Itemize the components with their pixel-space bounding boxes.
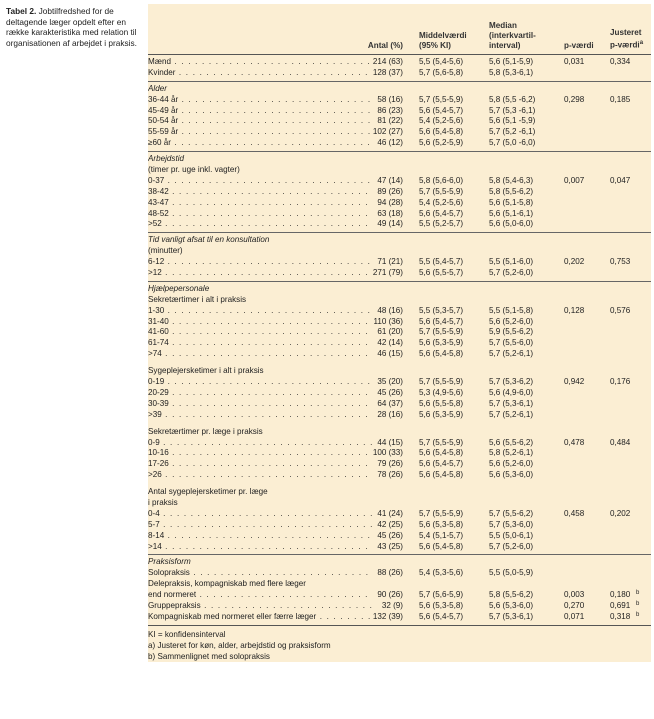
row-label: 45-49 år . . . [148, 106, 372, 117]
cell-median: 5,6 (5,3-6,0) [489, 600, 534, 610]
cell-median: 5,6 (5,1-5,8) [489, 197, 534, 207]
header-median: Median (interkvartil-interval) [489, 21, 536, 50]
cell-middelvaerdi: 5,5 (5,2-5,7) [419, 219, 464, 229]
footnote-b: b) Sammenlignet med solopraksis [148, 651, 270, 661]
row-label: >74 . . . [148, 349, 372, 360]
cell-antal: 45 (26) [377, 530, 403, 540]
row-label: 43-47 . . . [148, 198, 372, 209]
table-row [148, 176, 651, 187]
table-row [148, 209, 651, 220]
table-row [148, 257, 651, 268]
subheading [148, 579, 651, 590]
table-row [148, 127, 651, 138]
cell-middelvaerdi: 5,6 (5,4-5,7) [419, 105, 464, 115]
cell-median: 5,6 (5,2-6,0) [489, 459, 534, 469]
table-header [148, 4, 651, 55]
cell-antal: 89 (26) [377, 186, 403, 196]
cell-justeret: 0,484 [610, 437, 631, 447]
cell-justeret: 0,691 [610, 600, 631, 610]
row-label: 6-12 . . . [148, 257, 372, 268]
caption-text: Jobtilfredshed for de deltagende læger opdelt efter en række karakteristika med relation til organisationen af arbejdet i praksis. [6, 6, 137, 48]
table-row [148, 327, 651, 338]
subheading-text: Sekretærtimer i alt i praksis [148, 294, 247, 304]
row-label: Kvinder . . . [148, 68, 372, 79]
section-title [148, 154, 651, 165]
section-title [148, 84, 651, 95]
table-row [148, 116, 651, 127]
cell-median: 5,7 (5,2-6,0) [489, 541, 534, 551]
cell-median: 5,5 (5,0-6,1) [489, 530, 534, 540]
footnote-a: a) Justeret for køn, alder, arbejdstid og praksisform [148, 640, 331, 650]
cell-middelvaerdi: 5,6 (5,3-5,8) [419, 519, 464, 529]
cell-median: 5,7 (5,3-6,1) [489, 611, 534, 621]
table-row [148, 349, 651, 360]
cell-p-vaerdi: 0,942 [564, 377, 585, 387]
cell-middelvaerdi: 5,6 (5,4-5,8) [419, 470, 464, 480]
cell-antal: 78 (26) [377, 470, 403, 480]
cell-antal: 32 (9) [381, 600, 403, 610]
cell-antal: 63 (18) [377, 208, 403, 218]
caption-label: Tabel 2. [6, 6, 37, 16]
cell-antal: 94 (28) [377, 197, 403, 207]
cell-justeret: 0,318 [610, 611, 631, 621]
cell-middelvaerdi: 5,6 (5,3-5,9) [419, 409, 464, 419]
table-row [148, 187, 651, 198]
row-label: >39 . . . [148, 410, 372, 421]
header-justeret [610, 28, 650, 51]
cell-median: 5,7 (5,3-6,2) [489, 377, 534, 387]
subheading [148, 366, 651, 377]
table-caption [6, 6, 144, 48]
table-row [148, 306, 651, 317]
cell-p-vaerdi: 0,128 [564, 305, 585, 315]
row-label: 5-7 . . . [148, 520, 372, 531]
cell-antal: 41 (24) [377, 508, 403, 518]
table-row [148, 268, 651, 279]
cell-middelvaerdi: 5,6 (5,4-5,7) [419, 208, 464, 218]
cell-middelvaerdi: 5,7 (5,5-5,9) [419, 437, 464, 447]
table-row [148, 459, 651, 470]
cell-middelvaerdi: 5,7 (5,5-5,9) [419, 377, 464, 387]
row-label: 20-29 . . . [148, 388, 372, 399]
cell-antal: 79 (26) [377, 459, 403, 469]
table-row [148, 198, 651, 209]
row-label: >52 . . . [148, 219, 372, 230]
cell-middelvaerdi: 5,7 (5,6-5,9) [419, 590, 464, 600]
cell-middelvaerdi: 5,7 (5,6-5,8) [419, 67, 464, 77]
row-label: 30-39 . . . [148, 399, 372, 410]
subheading-text: Antal sygeplejersketimer pr. læge [148, 487, 268, 497]
table-row [148, 601, 651, 612]
cell-middelvaerdi: 5,5 (5,4-5,7) [419, 257, 464, 267]
cell-median: 5,8 (5,4-6,3) [489, 175, 534, 185]
cell-justeret: 0,180 [610, 590, 631, 600]
row-label: 38-42 . . . [148, 187, 372, 198]
cell-antal: 46 (12) [377, 138, 403, 148]
cell-middelvaerdi: 5,6 (5,4-5,8) [419, 448, 464, 458]
subheading [148, 487, 651, 498]
subheading-text: i praksis [148, 497, 178, 507]
cell-middelvaerdi: 5,7 (5,5-5,9) [419, 94, 464, 104]
cell-middelvaerdi: 5,7 (5,5-5,9) [419, 327, 464, 337]
cell-justeret-sup: b [636, 590, 640, 597]
table-body [148, 55, 651, 625]
table-row [148, 612, 651, 623]
cell-median: 5,7 (5,2-6,1) [489, 349, 534, 359]
cell-justeret: 0,202 [610, 508, 631, 518]
cell-middelvaerdi: 5,6 (5,4-5,7) [419, 611, 464, 621]
table-row [148, 448, 651, 459]
row-label: end normeret . . . [148, 590, 372, 601]
table-row [148, 106, 651, 117]
cell-median: 5,5 (5,1-6,0) [489, 257, 534, 267]
row-label: 31-40 . . . [148, 317, 372, 328]
cell-antal: 61 (20) [377, 327, 403, 337]
header-p-vaerdi: p-værdi [564, 41, 594, 50]
cell-median: 5,8 (5,3-6,1) [489, 67, 534, 77]
cell-median: 5,8 (5,5-6,2) [489, 186, 534, 196]
cell-p-vaerdi: 0,478 [564, 437, 585, 447]
cell-median: 5,5 (5,0-5,9) [489, 568, 534, 578]
cell-justeret: 0,334 [610, 57, 631, 66]
table-row [148, 377, 651, 388]
table-row [148, 509, 651, 520]
cell-p-vaerdi: 0,031 [564, 57, 585, 66]
cell-antal: 86 (23) [377, 105, 403, 115]
cell-middelvaerdi: 5,7 (5,5-5,9) [419, 508, 464, 518]
cell-justeret: 0,185 [610, 94, 631, 104]
cell-middelvaerdi: 5,4 (5,2-5,6) [419, 116, 464, 126]
cell-antal: 35 (20) [377, 377, 403, 387]
table-row [148, 438, 651, 449]
cell-antal: 71 (21) [377, 257, 403, 267]
cell-middelvaerdi: 5,6 (5,4-5,8) [419, 349, 464, 359]
cell-middelvaerdi: 5,4 (5,2-5,6) [419, 197, 464, 207]
row-label: Kompagniskab med normeret eller færre læger . . . [148, 612, 372, 623]
cell-middelvaerdi: 5,6 (5,5-5,7) [419, 268, 464, 278]
cell-justeret: 0,576 [610, 305, 631, 315]
cell-p-vaerdi: 0,007 [564, 175, 585, 185]
subheading-text: (timer pr. uge inkl. vagter) [148, 165, 240, 175]
row-label: 0-4 . . . [148, 509, 372, 520]
cell-median: 5,6 (5,1 -5,9) [489, 116, 536, 126]
row-label: 8-14 . . . [148, 531, 372, 542]
section-title-text: Arbejdstid [148, 154, 184, 164]
section-title [148, 235, 651, 246]
subheading [148, 295, 651, 306]
header-justeret-text: Justeret p-værdi [610, 28, 642, 50]
table-row [148, 470, 651, 481]
cell-median: 5,6 (5,5-6,2) [489, 437, 534, 447]
cell-median: 5,7 (5,3-6,1) [489, 398, 534, 408]
results-table [148, 4, 651, 662]
cell-justeret-sup: b [636, 600, 640, 607]
cell-middelvaerdi: 5,4 (5,1-5,7) [419, 530, 464, 540]
cell-median: 5,7 (5,5-6,0) [489, 338, 534, 348]
cell-middelvaerdi: 5,5 (5,3-5,7) [419, 305, 464, 315]
table-row [148, 219, 651, 230]
table-row [148, 95, 651, 106]
subheading [148, 165, 651, 176]
cell-justeret: 0,753 [610, 257, 631, 267]
header-justeret-sup: a [639, 40, 644, 47]
row-label: 17-26 . . . [148, 459, 372, 470]
section-title-text: Hjælpepersonale [148, 283, 210, 293]
section-title [148, 284, 651, 295]
cell-antal: 47 (14) [377, 175, 403, 185]
row-label: 36-44 år . . . [148, 95, 372, 106]
row-label: 10-16 . . . [148, 448, 372, 459]
row-label: Gruppepraksis . . . [148, 601, 372, 612]
subheading-text: Sygeplejersketimer i alt i praksis [148, 366, 264, 376]
cell-antal: 110 (36) [373, 316, 403, 326]
table-section [148, 281, 651, 554]
cell-middelvaerdi: 5,8 (5,6-6,0) [419, 175, 464, 185]
cell-antal: 28 (16) [377, 409, 403, 419]
section-title-text: Praksisform [148, 557, 191, 567]
table-row [148, 317, 651, 328]
cell-median: 5,6 (4,9-6,0) [489, 387, 534, 397]
table-row [148, 57, 651, 68]
cell-median: 5,7 (5,5-6,2) [489, 508, 534, 518]
cell-median: 5,7 (5,2-6,1) [489, 409, 534, 419]
table-row [148, 68, 651, 79]
cell-median: 5,7 (5,3-6,0) [489, 519, 534, 529]
cell-antal: 45 (26) [377, 387, 403, 397]
row-label: >14 . . . [148, 542, 372, 553]
table-row [148, 590, 651, 601]
table-row [148, 410, 651, 421]
table-section [148, 55, 651, 81]
cell-antal: 128 (37) [372, 67, 403, 77]
cell-middelvaerdi: 5,5 (5,4-5,6) [419, 57, 464, 66]
cell-middelvaerdi: 5,6 (5,5-5,8) [419, 398, 464, 408]
row-label: 50-54 år . . . [148, 116, 372, 127]
cell-median: 5,6 (5,1-6,1) [489, 208, 534, 218]
cell-median: 5,8 (5,2-6,1) [489, 448, 534, 458]
cell-antal: 214 (63) [372, 57, 403, 66]
cell-antal: 90 (26) [377, 590, 403, 600]
cell-median: 5,8 (5,5 -6,2) [489, 94, 536, 104]
section-title-text: Tid vanligt afsat til en konsultation [148, 235, 270, 245]
cell-median: 5,6 (5,2-6,0) [489, 316, 534, 326]
row-label: 0-9 . . . [148, 438, 372, 449]
cell-justeret: 0,176 [610, 377, 631, 387]
cell-median: 5,6 (5,1-5,9) [489, 57, 534, 66]
section-title-text: Alder [148, 83, 167, 93]
table-section [148, 232, 651, 281]
cell-antal: 49 (14) [377, 219, 403, 229]
table-section [148, 554, 651, 624]
row-label: >12 . . . [148, 268, 372, 279]
row-label: Solopraksis . . . [148, 568, 372, 579]
cell-middelvaerdi: 5,7 (5,5-5,9) [419, 186, 464, 196]
cell-justeret: 0,047 [610, 175, 631, 185]
cell-median: 5,6 (5,0-6,0) [489, 219, 534, 229]
subheading-text: (minutter) [148, 246, 183, 256]
table-section [148, 81, 651, 151]
cell-middelvaerdi: 5,6 (5,4-5,8) [419, 541, 464, 551]
cell-antal: 46 (15) [377, 349, 403, 359]
row-label: ≥60 år . . . [148, 138, 372, 149]
cell-antal: 100 (33) [372, 448, 403, 458]
subheading [148, 246, 651, 257]
cell-middelvaerdi: 5,6 (5,3-5,9) [419, 338, 464, 348]
cell-p-vaerdi: 0,071 [564, 611, 585, 621]
row-label: 1-30 . . . [148, 306, 372, 317]
cell-p-vaerdi: 0,458 [564, 508, 585, 518]
cell-antal: 44 (15) [377, 437, 403, 447]
cell-p-vaerdi: 0,270 [564, 600, 585, 610]
table-row [148, 520, 651, 531]
table-footnotes [148, 625, 651, 662]
cell-middelvaerdi: 5,6 (5,3-5,8) [419, 600, 464, 610]
cell-justeret-sup: b [636, 611, 640, 618]
cell-median: 5,6 (5,3-6,0) [489, 470, 534, 480]
footnote-ki: KI = konfidensinterval [148, 629, 226, 639]
table-row [148, 542, 651, 553]
row-label: 41-60 . . . [148, 327, 372, 338]
cell-antal: 271 (79) [372, 268, 403, 278]
row-label: 48-52 . . . [148, 209, 372, 220]
section-title [148, 557, 651, 568]
row-label: 0-37 . . . [148, 176, 372, 187]
cell-median: 5,7 (5,2 -6,1) [489, 127, 536, 137]
cell-median: 5,8 (5,5-6,2) [489, 590, 534, 600]
cell-antal: 58 (16) [377, 94, 403, 104]
cell-antal: 48 (16) [377, 305, 403, 315]
cell-middelvaerdi: 5,6 (5,4-5,8) [419, 127, 464, 137]
row-label: 61-74 . . . [148, 338, 372, 349]
cell-middelvaerdi: 5,6 (5,4-5,7) [419, 316, 464, 326]
cell-middelvaerdi: 5,6 (5,4-5,7) [419, 459, 464, 469]
subheading [148, 498, 651, 509]
cell-p-vaerdi: 0,003 [564, 590, 585, 600]
cell-p-vaerdi: 0,298 [564, 94, 585, 104]
cell-antal: 102 (27) [372, 127, 403, 137]
cell-antal: 64 (37) [377, 398, 403, 408]
cell-median: 5,7 (5,3 -6,1) [489, 105, 536, 115]
cell-median: 5,9 (5,5-6,2) [489, 327, 534, 337]
cell-antal: 88 (26) [377, 568, 403, 578]
table-row [148, 388, 651, 399]
cell-median: 5,7 (5,2-6,0) [489, 268, 534, 278]
table-section [148, 151, 651, 232]
row-label: 0-19 . . . [148, 377, 372, 388]
cell-antal: 42 (14) [377, 338, 403, 348]
row-label: >26 . . . [148, 470, 372, 481]
cell-antal: 42 (25) [377, 519, 403, 529]
cell-median: 5,7 (5,0 -6,0) [489, 138, 536, 148]
cell-p-vaerdi: 0,202 [564, 257, 585, 267]
cell-median: 5,5 (5,1-5,8) [489, 305, 534, 315]
subheading-text: Delepraksis, kompagniskab med flere læger [148, 579, 306, 589]
table-row [148, 568, 651, 579]
header-middelvaerdi: Middelværdi (95% KI) [419, 31, 467, 50]
table-row [148, 531, 651, 542]
header-antal: Antal (%) [367, 41, 403, 50]
subheading-text: Sekretærtimer pr. læge i praksis [148, 426, 263, 436]
row-label: 55-59 år . . . [148, 127, 372, 138]
table-row [148, 138, 651, 149]
cell-antal: 132 (39) [372, 611, 403, 621]
cell-middelvaerdi: 5,4 (5,3-5,6) [419, 568, 464, 578]
table-row [148, 338, 651, 349]
cell-middelvaerdi: 5,6 (5,2-5,9) [419, 138, 464, 148]
cell-antal: 43 (25) [377, 541, 403, 551]
subheading [148, 427, 651, 438]
row-label: Mænd . . . [148, 57, 372, 68]
table-row [148, 399, 651, 410]
cell-antal: 81 (22) [377, 116, 403, 126]
cell-middelvaerdi: 5,3 (4,9-5,6) [419, 387, 464, 397]
